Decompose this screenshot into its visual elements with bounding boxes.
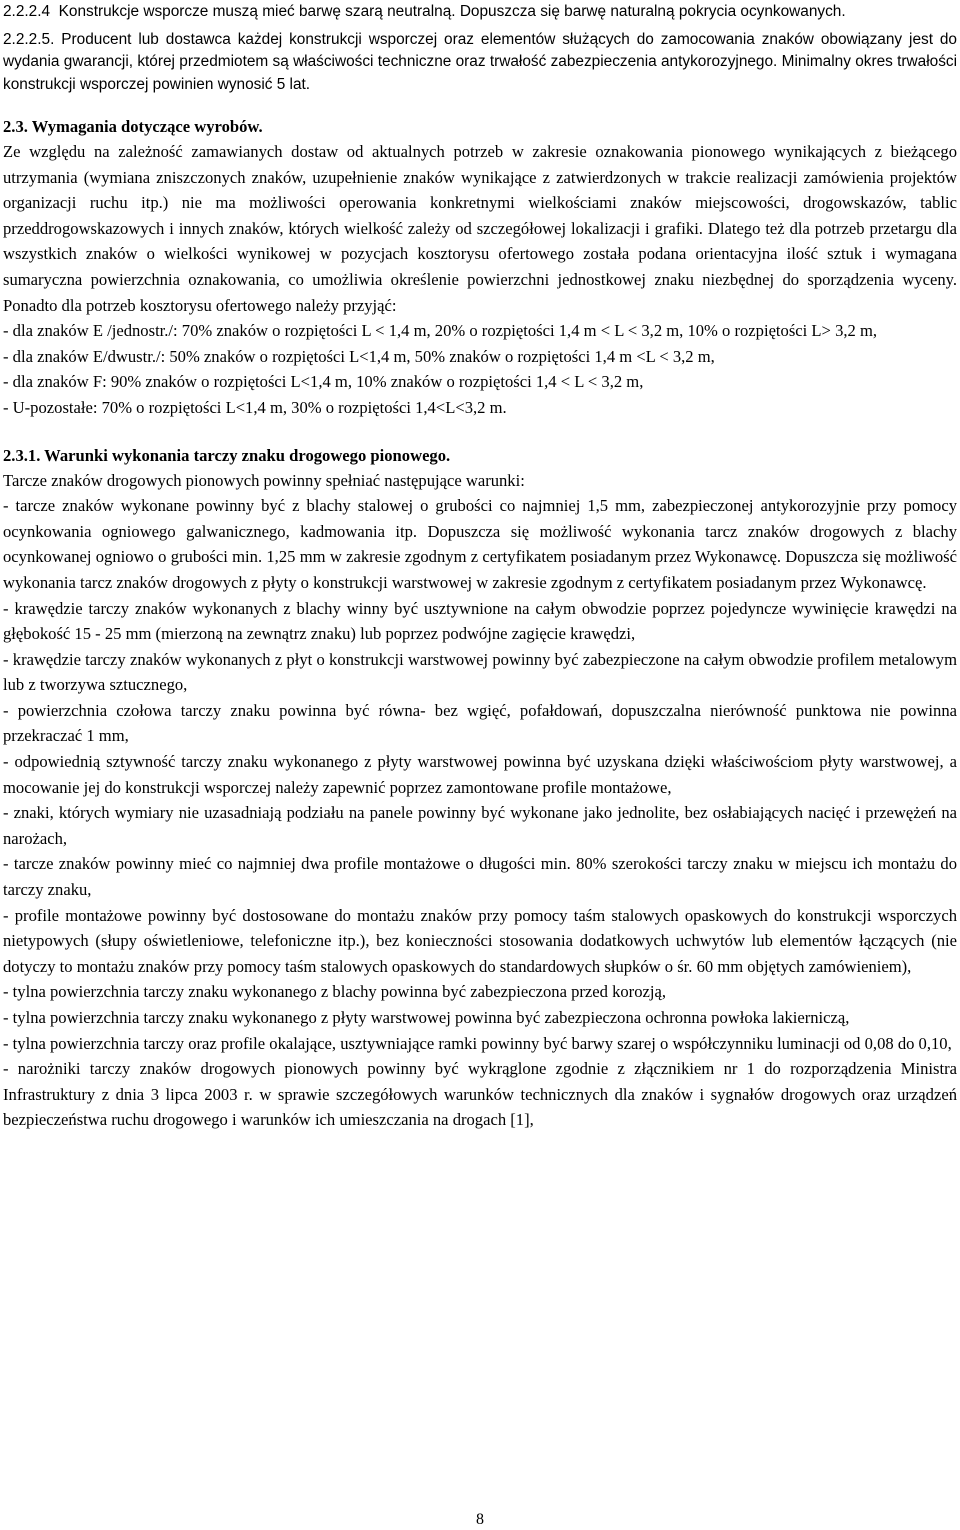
paragraph-2-3-body: Ze względu na zależność zamawianych dostaw od aktualnych potrzeb w zakresie oznakowania pionowego wynikających z bieżącego utrzymania (wymiana zniszczonych znaków, uzupełnienie znaków wynikające z zatwierdzonych w trakcie realizacji zamówienia projektów organizacji ruchu itp.) nie ma możliwości operowania konkretnymi wielkościami znaków miejscowości, drogowskazów, tablic przeddrogowskazowych i innych znaków, których wielkość zależy od szczegółowej lokalizacji i grafiki. Dlatego też dla potrzeb przetargu dla wszystkich znaków o wielkości wynikowej w pozycjach kosztorysu ofertowego została podana orientacyjna ilość sztuk i wymagana sumaryczna powierzchnia oznakowania, co umożliwia określenie powierzchni jednostkowej znaku niezbędnej do sporządzenia wyceny. Ponadto dla potrzeb kosztorysu ofertowego należy przyjąć: bbox=[3, 142, 957, 315]
list-item: - krawędzie tarczy znaków wykonanych z płyt o konstrukcji warstwowej powinny być zabezpieczone na całym obwodzie profilem metalowym lub z tworzywa sztucznego, bbox=[3, 649, 957, 695]
list-item: - powierzchnia czołowa tarczy znaku powinna być równa- bez wgięć, pofałdowań, dopuszczalna nierówność punktowa nie powinna przekraczać 1 mm, bbox=[3, 700, 957, 746]
paragraph-2-2-2-4 bbox=[3, 0, 957, 24]
document-page bbox=[3, 0, 957, 1133]
list-2-3-1-conditions bbox=[3, 493, 957, 1133]
list-item: - narożniki tarczy znaków drogowych pionowych powinny być wykrąglone zgodnie z złącznikiem nr 1 do rozporządzenia Ministra Infrastruktury z dnia 3 lipca 2003 r. w sprawie szczegółowych warunków technicznych dla znaków i sygnałów drogowych oraz urządzeń bezpieczeństwa ruchu drogowego i warunków ich umieszczania na drogach [1], bbox=[3, 1059, 957, 1130]
list-item: - tarcze znaków powinny mieć co najmniej dwa profile montażowe o długości min. 80% szerokości tarczy znaku w miejscu ich montażu do tarczy znaku, bbox=[3, 854, 957, 900]
list-item: - tylna powierzchnia tarczy oraz profile okalające, usztywniające ramki powinny być barwy szarej o współczynniku luminacji od 0,08 do 0,10, bbox=[3, 1033, 952, 1053]
section-number: 2.2.2.5. bbox=[3, 30, 55, 48]
list-item: - tarcze znaków wykonane powinny być z blachy stalowej o grubości co najmniej 1,5 mm, zabezpieczonej antykorozyjnie przy pomocy ocynkowania ogniowego galwanicznego, kadmowania itp. Dopuszcza się możliwość wykonania tarcz znaków drogowych z blachy ocynkowanej ogniowo o grubości min. 1,25 mm w zakresie zgodnym z certyfikatem posiadanym przez Wykonawcę. Dopuszcza się możliwość wykonania tarcz znaków drogowych z płyty o konstrukcji warstwowej w zakresie zgodnym z certyfikatem posiadanym przez Wykonawcę. bbox=[3, 496, 957, 592]
list-item: - znaki, których wymiary nie uzasadniają podziału na panele powinny być wykonane jako jednolite, bez osłabiających nacięć i przewężeń na narożach, bbox=[3, 803, 957, 848]
list-item: - U-pozostałe: 70% o rozpiętości L<1,4 m, 30% o rozpiętości 1,4<L<3,2 m. bbox=[3, 397, 507, 417]
paragraph-2-3-1-intro: Tarcze znaków drogowych pionowych powinny spełniać następujące warunki: bbox=[3, 470, 525, 490]
section-number: 2.2.2.4 bbox=[3, 3, 51, 20]
section-text-warranty: Producent lub dostawca każdej konstrukcji wsporczej oraz elementów służących do zamocowania znaków obowiązany jest do wydania gwarancji, której przedmiotem są właściwości techniczne oraz trwałość zabezpieczenia antykorozyjnego. bbox=[3, 30, 957, 70]
list-item: - dla znaków E/dwustr./: 50% znaków o rozpiętości L<1,4 m, 50% znaków o rozpiętości 1,4 m <L < 3,2 m, bbox=[3, 346, 715, 366]
list-item: - odpowiednią sztywność tarczy znaku wykonanego z płyty warstwowej powinna być uzyskana dzięki właściwościom płyty warstwowej, a mocowanie jej do konstrukcji wsporczej należy zapewnić poprzez zamontowane profile montażowe, bbox=[3, 752, 957, 797]
list-item: - dla znaków F: 90% znaków o rozpiętości L<1,4 m, 10% znaków o rozpiętości 1,4 < L < 3,2 m, bbox=[3, 372, 644, 392]
list-item: - krawędzie tarczy znaków wykonanych z blachy winny być usztywnione na całym obwodzie poprzez pojedyncze wywinięcie krawędzi na głębokość 15 - 25 mm (mierzoną na zewnątrz znaku) lub poprzez podwójne zagięcie krawędzi, bbox=[3, 598, 957, 644]
heading-2-3: 2.3. Wymagania dotyczące wyrobów. bbox=[3, 117, 263, 136]
list-2-3-cost-assumptions bbox=[3, 318, 957, 420]
page-number: 8 bbox=[476, 1511, 484, 1528]
section-text-durability: Minimalny okres trwałości konstrukcji wsporczej powinien wynosić 5 lat. bbox=[3, 53, 957, 93]
list-item: - tylna powierzchnia tarczy znaku wykonanego z blachy powinna być zabezpieczona przed korozją, bbox=[3, 982, 666, 1002]
heading-2-3-1: 2.3.1. Warunki wykonania tarczy znaku drogowego pionowego. bbox=[3, 445, 451, 465]
list-item: - tylna powierzchnia tarczy znaku wykonanego z płyty warstwowej powinna być zabezpieczona ochronna powłoka lakierniczą, bbox=[3, 1008, 850, 1027]
list-item: - dla znaków E /jednostr./: 70% znaków o rozpiętości L < 1,4 m, 20% o rozpiętości 1,4 m < L < 3,2 m, 10% o rozpiętości L> 3,2 m, bbox=[3, 321, 878, 341]
paragraph-2-2-2-5 bbox=[3, 29, 957, 97]
section-text: Konstrukcje wsporcze muszą mieć barwę szarą neutralną. Dopuszcza się barwę naturalną pokrycia ocynkowanych. bbox=[58, 3, 846, 20]
list-item: - profile montażowe powinny być dostosowane do montażu znaków przy pomocy taśm stalowych opaskowych do konstrukcji wsporczych nietypowych (słupy oświetleniowe, telefoniczne itp.), bez konieczności stosowania dodatkowych uchwytów lub elementów łączących (nie dotyczy to montażu znaków przy pomocy taśm stalowych opaskowych do standardowych słupków o śr. 60 mm objętych zamówieniem), bbox=[3, 905, 957, 976]
